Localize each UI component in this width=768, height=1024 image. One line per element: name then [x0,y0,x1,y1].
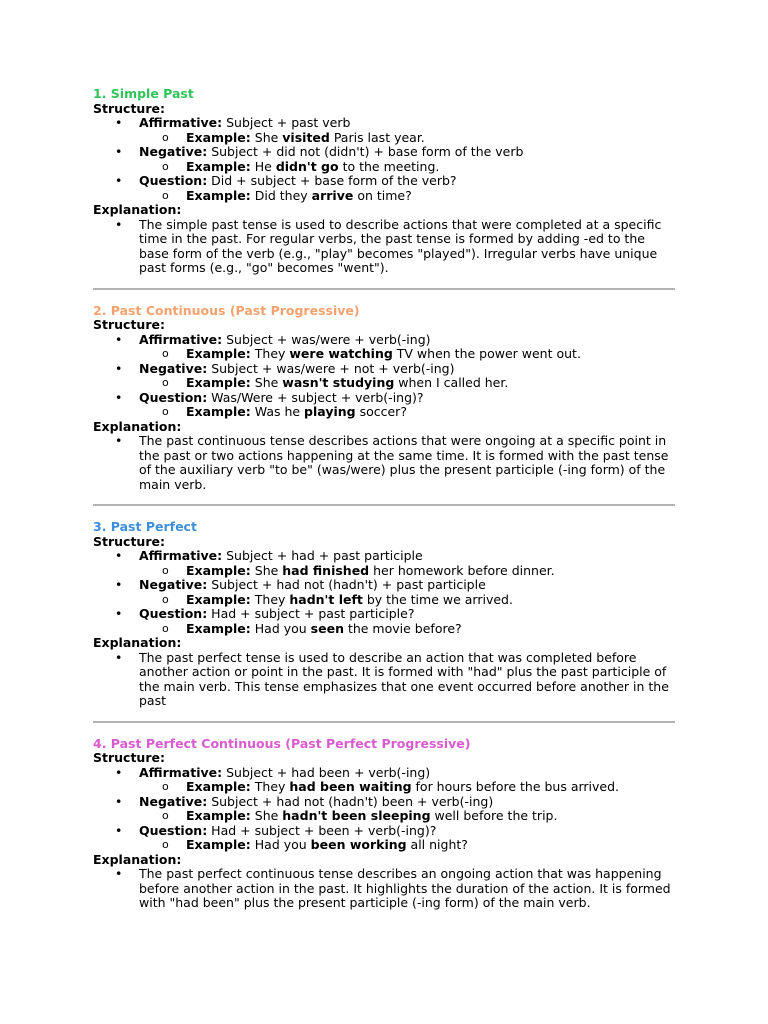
list-item: • Question: Was/Were + subject + verb(-ing)? [93,391,675,406]
list-item: • Affirmative: Subject + was/were + verb(-ing) [93,333,675,348]
section-title: 1. Simple Past [93,86,194,101]
list-item: • Affirmative: Subject + had + past participle [93,549,675,564]
structure-list [93,766,675,853]
example-item: o Example: He didn't go to the meeting. [162,158,440,174]
list-item: • Question: Had + subject + past participle? [93,607,675,622]
structure-label: Structure: [93,100,165,116]
section-divider [93,504,675,506]
section-divider [93,721,675,723]
structure-label: Structure: [93,750,165,765]
explanation-label: Explanation: [93,635,182,650]
explanation-text: • The past perfect tense is used to describe an action that was completed before another action or point in the past. It is formed with "had" plus the past participle of the main verb. This tense emphasizes that one event occurred before another in the past [93,651,674,709]
section-divider [93,288,675,290]
explanation-text: • The past continuous tense describes actions that were ongoing at a specific point in the past or two actions happening at the same time. It is formed with the past tense of the auxiliary verb "to be" (was/were) plus the present participle (-ing form) of the main verb. [93,434,674,492]
example-item: o Example: They were watching TV when the power went out. [162,346,581,361]
list-item: • Question: Had + subject + been + verb(-ing)? [93,824,675,839]
list-item: • Negative: Subject + did not (didn't) + base form of the verb [93,145,675,160]
example-item: o Example: She visited Paris last year. [162,129,425,145]
list-item: • Question: Did + subject + base form of the verb? [93,174,675,189]
structure-label: Structure: [93,533,165,549]
example-item: o Example: Had you been working all night? [162,837,468,852]
section-title: 4. Past Perfect Continuous (Past Perfect Progressive) [93,735,471,751]
section-past-perfect-continuous [93,737,675,911]
explanation-text: • The simple past tense is used to describe actions that were completed at a specific time in the past. For regular verbs, the past tense is formed by adding -ed to the base form of the verb (e.g., "play" becomes "played"). Irregular verbs have unique past forms (e.g., "go" becomes "went"). [93,218,674,276]
section-past-continuous [93,304,675,493]
example-item: o Example: They had been waiting for hours before the bus arrived. [162,779,620,794]
structure-list [93,549,675,636]
section-past-perfect [93,520,675,709]
example-item: o Example: Had you seen the movie before? [162,620,462,636]
list-item: • Negative: Subject + was/were + not + verb(-ing) [93,362,675,377]
example-item: o Example: Did they arrive on time? [162,187,412,203]
example-item: o Example: She had finished her homework before dinner. [162,562,555,578]
example-item: o Example: She wasn't studying when I called her. [162,375,509,390]
example-item: o Example: She hadn't been sleeping well before the trip. [162,808,558,823]
explanation-label: Explanation: [93,202,182,217]
example-item: o Example: Was he playing soccer? [162,404,407,419]
structure-list [93,116,675,203]
explanation-label: Explanation: [93,418,182,434]
list-item: • Negative: Subject + had not (hadn't) been + verb(-ing) [93,795,675,810]
structure-list [93,333,675,420]
example-item: o Example: They hadn't left by the time we arrived. [162,591,513,607]
list-item: • Negative: Subject + had not (hadn't) + past participle [93,578,675,593]
structure-label: Structure: [93,317,165,332]
section-title: 3. Past Perfect [93,519,197,534]
explanation-label: Explanation: [93,851,182,867]
section-title: 2. Past Continuous (Past Progressive) [93,302,360,318]
explanation-text: • The past perfect continuous tense describes an ongoing action that was happening before another action in the past. It highlights the duration of the action. It is formed with "had been" plus the present participle (-ing form) of the main verb. [93,867,674,911]
list-item: • Affirmative: Subject + had been + verb(-ing) [93,766,675,781]
section-simple-past [93,87,675,276]
list-item: • Affirmative: Subject + past verb [93,116,675,131]
